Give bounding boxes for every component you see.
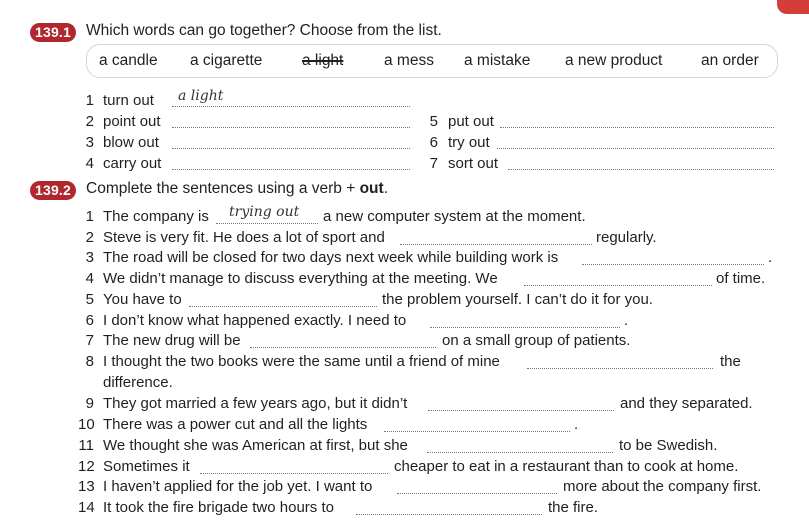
corner-tab (777, 0, 809, 14)
item-number: 3 (85, 249, 94, 266)
sentence-start: We didn’t manage to discuss everything at the meeting. We (103, 270, 498, 287)
sentence-start: I don’t know what happened exactly. I need to (103, 312, 407, 329)
sentence-start: Steve is very fit. He does a lot of sport and (103, 229, 385, 246)
answer-blank[interactable] (427, 452, 613, 453)
answer-blank[interactable] (497, 148, 774, 149)
sentence-end: the fire. (548, 499, 599, 516)
answer-blank[interactable] (527, 368, 713, 369)
answer-blank[interactable] (200, 473, 388, 474)
item-number: 2 (85, 229, 94, 246)
sentence-start: The company is (103, 208, 209, 225)
answer-blank[interactable] (582, 264, 764, 265)
phrasal-verb: blow out (103, 134, 159, 151)
sentence-start: Sometimes it (103, 458, 190, 475)
sentence-end: . (574, 416, 579, 433)
item-number: 3 (85, 134, 94, 151)
item-number: 13 (78, 478, 95, 495)
answer-blank[interactable] (384, 431, 570, 432)
word-list-item: a mistake (464, 52, 531, 69)
answer-blank[interactable] (172, 127, 410, 128)
answer-blank[interactable] (397, 493, 557, 494)
word-list-item: a candle (99, 52, 158, 69)
exercise-badge-139-2: 139.2 (30, 181, 76, 200)
answer-blank[interactable] (428, 410, 614, 411)
sentence-end: more about the company first. (563, 478, 762, 495)
item-number: 7 (429, 155, 438, 172)
phrasal-verb: carry out (103, 155, 162, 172)
item-number: 5 (429, 113, 438, 130)
answer-blank[interactable] (172, 169, 410, 170)
item-number: 1 (85, 208, 94, 225)
sentence-start: We thought she was American at first, but she (103, 437, 408, 454)
sentence-end: and they separated. (620, 395, 753, 412)
word-list-item: a cigarette (190, 52, 263, 69)
sentence-end: to be Swedish. (619, 437, 718, 454)
item-number: 6 (429, 134, 438, 151)
sentence-end: the problem yourself. I can’t do it for you. (382, 291, 653, 308)
phrasal-verb: point out (103, 113, 161, 130)
exercise-badge-139-1: 139.1 (30, 23, 76, 42)
sentence-start: The road will be closed for two days next week while building work is (103, 249, 559, 266)
sentence-start: They got married a few years ago, but it didn’t (103, 395, 408, 412)
sentence-end: . (768, 249, 773, 266)
answer-blank[interactable] (250, 347, 436, 348)
item-number: 4 (85, 270, 94, 287)
sentence-start: It took the fire brigade two hours to (103, 499, 334, 516)
sentence-end: regularly. (596, 229, 657, 246)
word-list-item: a new product (565, 52, 663, 69)
exercise-2-instruction: Complete the sentences using a verb + out. (86, 180, 388, 197)
sentence-end: cheaper to eat in a restaurant than to cook at home. (394, 458, 739, 475)
item-number: 4 (85, 155, 94, 172)
sentence-end: the (720, 353, 741, 370)
answer-blank[interactable] (524, 285, 712, 286)
phrasal-verb: sort out (448, 155, 499, 172)
item-number: 5 (85, 291, 94, 308)
answer-blank[interactable] (216, 223, 318, 224)
item-number: 2 (85, 113, 94, 130)
item-number: 6 (85, 312, 94, 329)
item-number: 11 (78, 437, 94, 454)
sentence-end: of time. (716, 270, 766, 287)
answer-blank[interactable] (189, 306, 377, 307)
word-list-item: an order (701, 52, 759, 69)
item-number: 14 (78, 499, 95, 516)
item-number: 12 (78, 458, 95, 475)
sentence-start: I thought the two books were the same until a friend of mine (103, 353, 500, 370)
sentence-start: The new drug will be (103, 332, 241, 349)
answer-blank[interactable] (172, 106, 410, 107)
sentence-start: You have to (103, 291, 182, 308)
phrasal-verb: try out (448, 134, 490, 151)
word-list-item: a mess (384, 52, 434, 69)
item-number: 7 (85, 332, 94, 349)
answer-blank[interactable] (500, 127, 774, 128)
sentence-end: . (624, 312, 629, 329)
phrasal-verb: turn out (103, 92, 154, 109)
item-number: 1 (85, 92, 94, 109)
example-answer: trying out (229, 204, 300, 220)
sentence-continuation: difference. (103, 374, 173, 391)
sentence-start: There was a power cut and all the lights (103, 416, 368, 433)
exercise-1-instruction: Which words can go together? Choose from the list. (86, 22, 442, 39)
answer-blank[interactable] (400, 244, 592, 245)
phrasal-verb: put out (448, 113, 494, 130)
sentence-end: on a small group of patients. (442, 332, 631, 349)
sentence-start: I haven’t applied for the job yet. I want to (103, 478, 373, 495)
answer-blank[interactable] (172, 148, 410, 149)
answer-blank[interactable] (430, 327, 620, 328)
item-number: 8 (85, 353, 94, 370)
answer-blank[interactable] (356, 514, 542, 515)
word-list-item-used: a light (302, 52, 344, 69)
item-number: 9 (85, 395, 94, 412)
item-number: 10 (78, 416, 95, 433)
example-answer: a light (178, 88, 224, 104)
sentence-end: a new computer system at the moment. (323, 208, 586, 225)
answer-blank[interactable] (508, 169, 774, 170)
